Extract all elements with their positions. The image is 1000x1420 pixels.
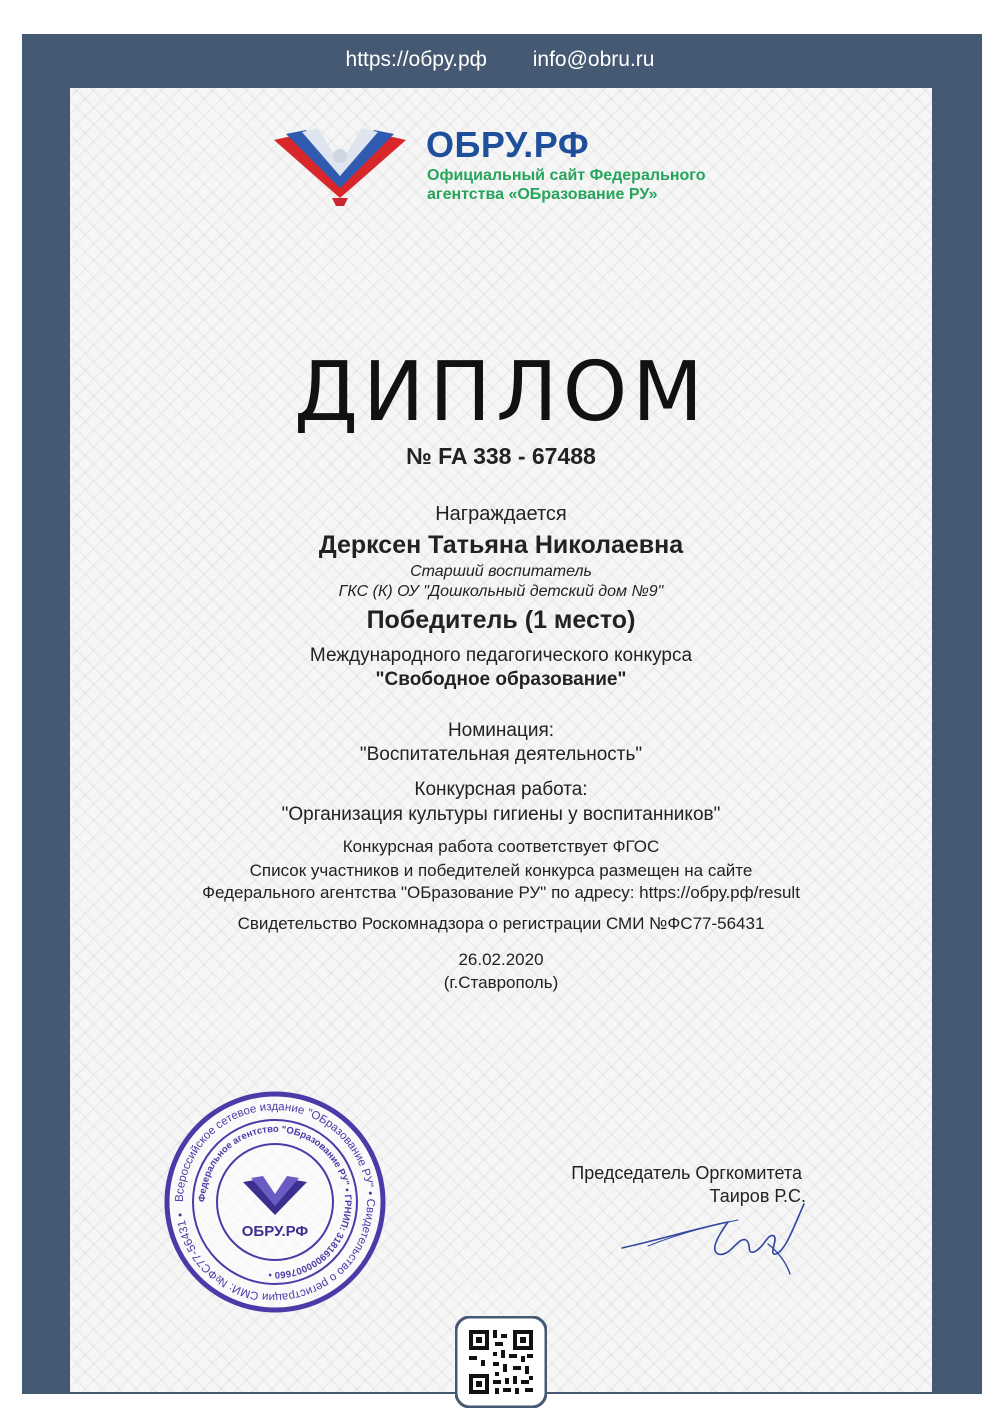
- issue-date: 26.02.2020: [458, 950, 544, 969]
- qr-code-icon[interactable]: [455, 1316, 547, 1408]
- official-stamp: [163, 1090, 387, 1314]
- results-list-note: Список участников и победителей конкурса размещен на сайте: [249, 861, 753, 880]
- nomination-label: Номинация:: [447, 720, 555, 741]
- registration-note: Свидетельство Роскомнадзора о регистрации СМИ №ФС77-56431: [237, 914, 765, 933]
- stamp-center-text: ОБРУ.РФ: [241, 1223, 309, 1240]
- logo-name: ОБРУ.РФ: [426, 124, 590, 165]
- logo-subtitle: [427, 166, 706, 204]
- fgos-note: Конкурсная работа соответствует ФГОС: [342, 837, 660, 856]
- stamp-outer-textpath: Всероссийское сетевое издание "ОБразование РУ" • Свидетельство о регистрации СМИ: №ФС77-56431 •: [173, 1100, 377, 1304]
- award-place: Победитель (1 место): [366, 606, 636, 634]
- recipient-organization: ГКС (К) ОУ "Дошкольный детский дом №9": [338, 583, 664, 600]
- header-contacts: [0, 48, 1000, 72]
- site-link[interactable]: https://обру.рф: [345, 48, 487, 71]
- diploma-title: ДИПЛОМ: [293, 345, 708, 440]
- handwritten-signature: [618, 1196, 808, 1276]
- email-link[interactable]: info@obru.ru: [532, 48, 655, 71]
- recipient-position: Старший воспитатель: [410, 563, 592, 580]
- nomination-value: "Воспитательная деятельность": [359, 744, 643, 765]
- contest-name: "Свободное образование": [375, 669, 627, 690]
- recipient-name: Дерксен Татьяна Николаевна: [318, 531, 684, 559]
- agency-address-note: Федерального агентства "ОБразование РУ" по адресу: https://обру.рф/result: [202, 883, 800, 902]
- work-label: Конкурсная работа:: [414, 779, 588, 800]
- issue-city: (г.Ставрополь): [443, 973, 559, 992]
- obru-logo-icon: [272, 126, 412, 208]
- contest-type: Международного педагогического конкурса: [309, 645, 693, 666]
- stamp-inner-textpath: Федеральное агентство "ОБразование РУ" • ГРНИП: 318169000007660 •: [196, 1123, 354, 1281]
- chairman-name: Таиров Р.С.: [709, 1186, 806, 1206]
- work-title: "Организация культуры гигиены у воспитанников": [281, 804, 721, 825]
- logo-subtitle-line2: агентства «ОБразование РУ»: [427, 186, 658, 203]
- logo-subtitle-line1: Официальный сайт Федерального: [427, 167, 706, 184]
- chairman-label: Председатель Оргкомитета: [571, 1163, 802, 1183]
- diploma-number: № FA 338 - 67488: [406, 443, 596, 469]
- awarded-label: Награждается: [435, 503, 567, 525]
